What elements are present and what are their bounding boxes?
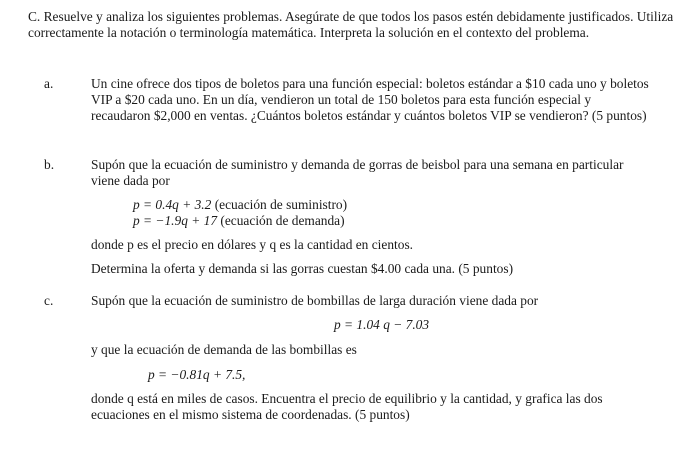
problem-b-variables: donde p es el precio en dólares y q es la cantidad en cientos. bbox=[91, 237, 414, 252]
demand-equation: p = −1.9q + 17 bbox=[133, 213, 218, 228]
demand-equation-row bbox=[133, 213, 345, 229]
problem-b-text: Supón que la ecuación de suministro y demanda de gorras de beisbol para una semana en particular viene dada por bbox=[91, 157, 624, 188]
problem-b-task: Determina la oferta y demanda si las gorras cuestan $4.00 cada una. (5 puntos) bbox=[91, 261, 514, 276]
bulb-supply-equation: p = 1.04 q − 7.03 bbox=[334, 317, 430, 332]
demand-equation-label: (ecuación de demanda) bbox=[220, 213, 345, 228]
supply-equation: p = 0.4q + 3.2 bbox=[133, 197, 212, 212]
bulb-demand-equation: p = −0.81q + 7.5, bbox=[148, 367, 246, 382]
problem-c-demand-intro: y que la ecuación de demanda de las bombillas es bbox=[91, 342, 357, 357]
supply-equation-label: (ecuación de suministro) bbox=[214, 197, 348, 212]
intro-instructions: C. Resuelve y analiza los siguientes problemas. Asegúrate de que todos los pasos estén debidamente justificados. Utiliza correctamente la notación o terminología matemática. Interpreta la solución en el contexto del problema. bbox=[28, 9, 674, 40]
problem-c-marker: c. bbox=[44, 293, 54, 308]
supply-equation-row bbox=[133, 197, 347, 213]
problem-c-task: donde q está en miles de casos. Encuentra el precio de equilibrio y la cantidad, y grafica las dos ecuaciones en el mismo sistema de coordenadas. (5 puntos) bbox=[91, 391, 603, 422]
problem-b-marker: b. bbox=[44, 157, 55, 172]
problem-a-marker: a. bbox=[44, 76, 54, 91]
problem-c-text: Supón que la ecuación de suministro de bombillas de larga duración viene dada por bbox=[91, 293, 539, 308]
problem-a-text: Un cine ofrece dos tipos de boletos para una función especial: boletos estándar a $10 cada uno y boletos VIP a $20 cada uno. En un día, vendieron un total de 150 boletos para esta función especial y recaudaron $2,000 en ventas. ¿Cuántos boletos estándar y cuántos boletos VIP se vendieron? (5 puntos) bbox=[91, 76, 649, 123]
